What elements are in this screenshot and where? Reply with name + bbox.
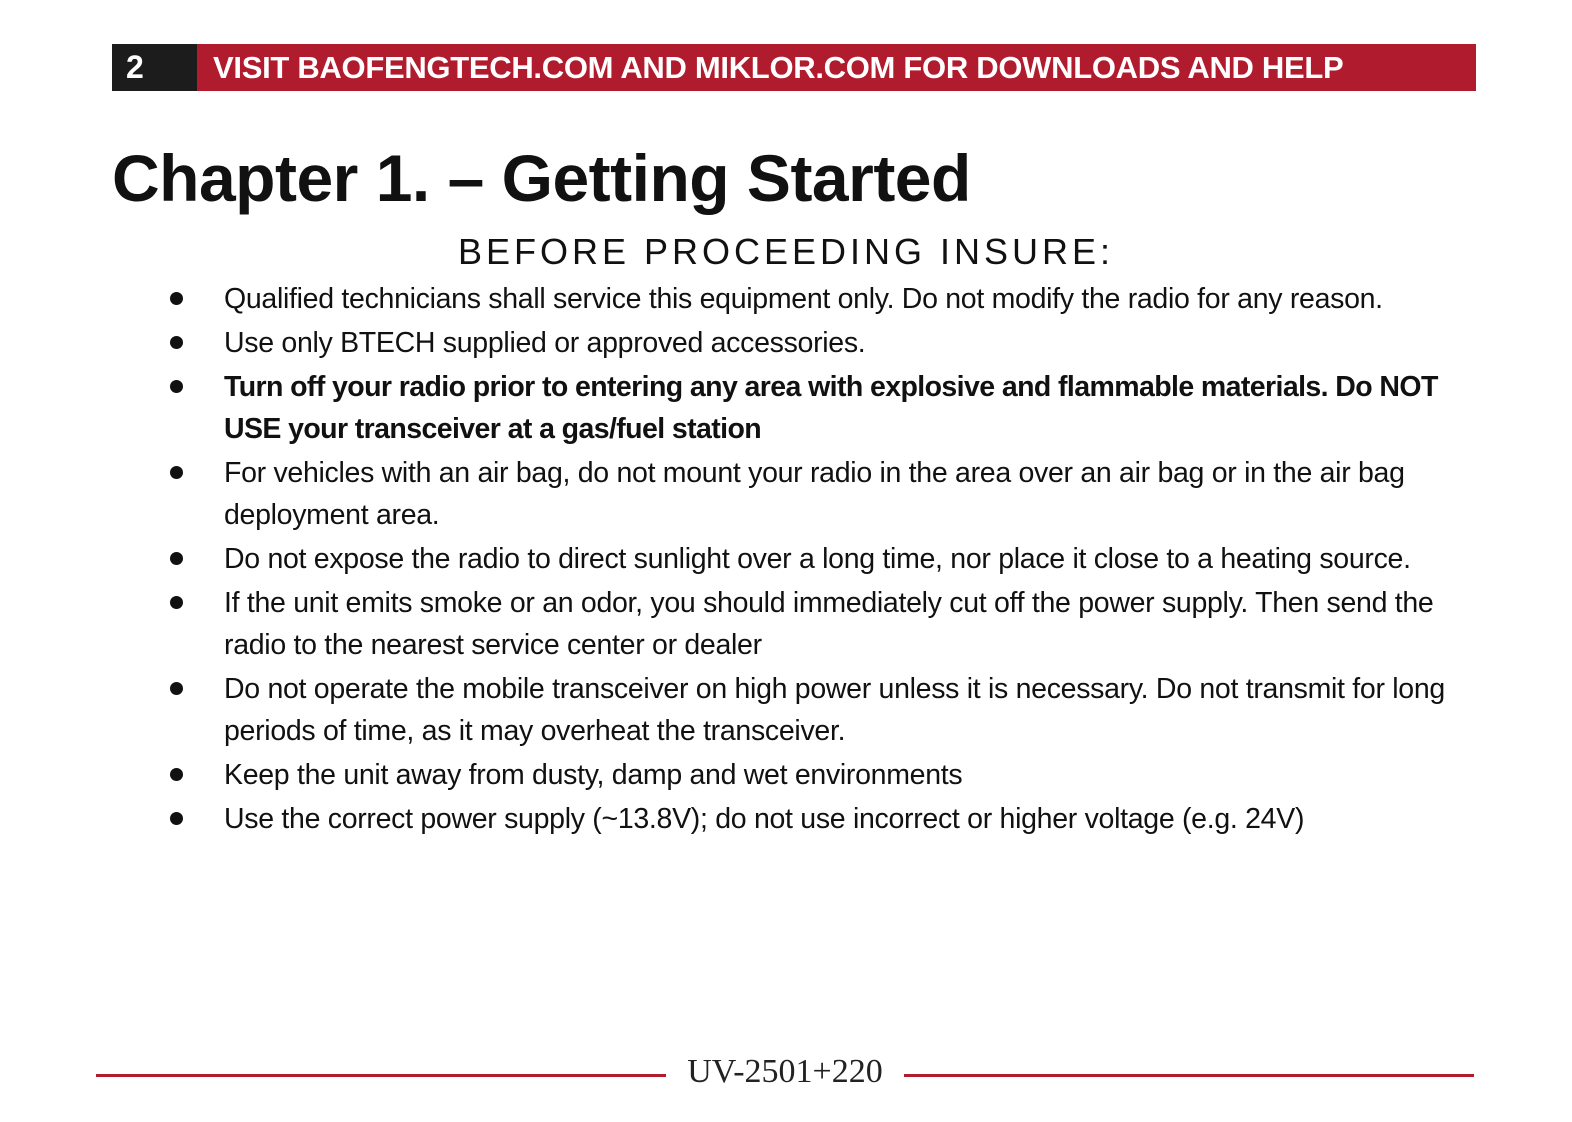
safety-bullet-list — [162, 278, 1472, 842]
list-item-text: Do not operate the mobile transceiver on high power unless it is necessary. Do not transmit for long periods of time, as it may overheat the transceiver. — [224, 673, 1445, 747]
footer-divider-right — [904, 1074, 1474, 1077]
bullet-icon — [170, 682, 183, 695]
list-item — [162, 366, 1472, 450]
list-item — [162, 278, 1472, 320]
list-item — [162, 582, 1472, 666]
list-item-text: Turn off your radio prior to entering any area with explosive and flammable materials. Do NOT USE your transceiver at a gas/fuel station — [224, 371, 1438, 445]
page-header-bar — [112, 44, 1476, 91]
list-item-text: Do not expose the radio to direct sunlight over a long time, nor place it close to a heating source. — [224, 543, 1411, 575]
list-item — [162, 754, 1472, 796]
list-item-text: If the unit emits smoke or an odor, you should immediately cut off the power supply. Then send the radio to the nearest service center or dealer — [224, 587, 1434, 661]
bullet-icon — [170, 552, 183, 565]
list-item — [162, 452, 1472, 536]
footer-divider-left — [96, 1074, 666, 1077]
list-item — [162, 668, 1472, 752]
page-number: 2 — [112, 44, 197, 91]
list-item-text: Qualified technicians shall service this equipment only. Do not modify the radio for any reason. — [224, 283, 1383, 315]
bullet-icon — [170, 812, 183, 825]
list-item — [162, 798, 1472, 840]
footer-model-number: UV-2501+220 — [687, 1053, 883, 1090]
list-item-text: For vehicles with an air bag, do not mount your radio in the area over an air bag or in the air bag deployment area. — [224, 457, 1405, 531]
bullet-icon — [170, 292, 183, 305]
bullet-icon — [170, 380, 183, 393]
page-footer — [96, 1048, 1474, 1098]
bullet-icon — [170, 768, 183, 781]
bullet-icon — [170, 596, 183, 609]
bullet-icon — [170, 466, 183, 479]
list-item-text: Keep the unit away from dusty, damp and wet environments — [224, 759, 963, 791]
list-item-text: Use only BTECH supplied or approved accessories. — [224, 327, 866, 359]
list-item — [162, 538, 1472, 580]
chapter-title: Chapter 1. – Getting Started — [112, 141, 971, 215]
bullet-icon — [170, 336, 183, 349]
list-item-text: Use the correct power supply (~13.8V); do not use incorrect or higher voltage (e.g. 24V) — [224, 803, 1305, 835]
section-subheading: BEFORE PROCEEDING INSURE: — [457, 231, 1115, 272]
list-item — [162, 322, 1472, 364]
header-banner-text: VISIT BAOFENGTECH.COM AND MIKLOR.COM FOR DOWNLOADS AND HELP — [197, 44, 1476, 91]
